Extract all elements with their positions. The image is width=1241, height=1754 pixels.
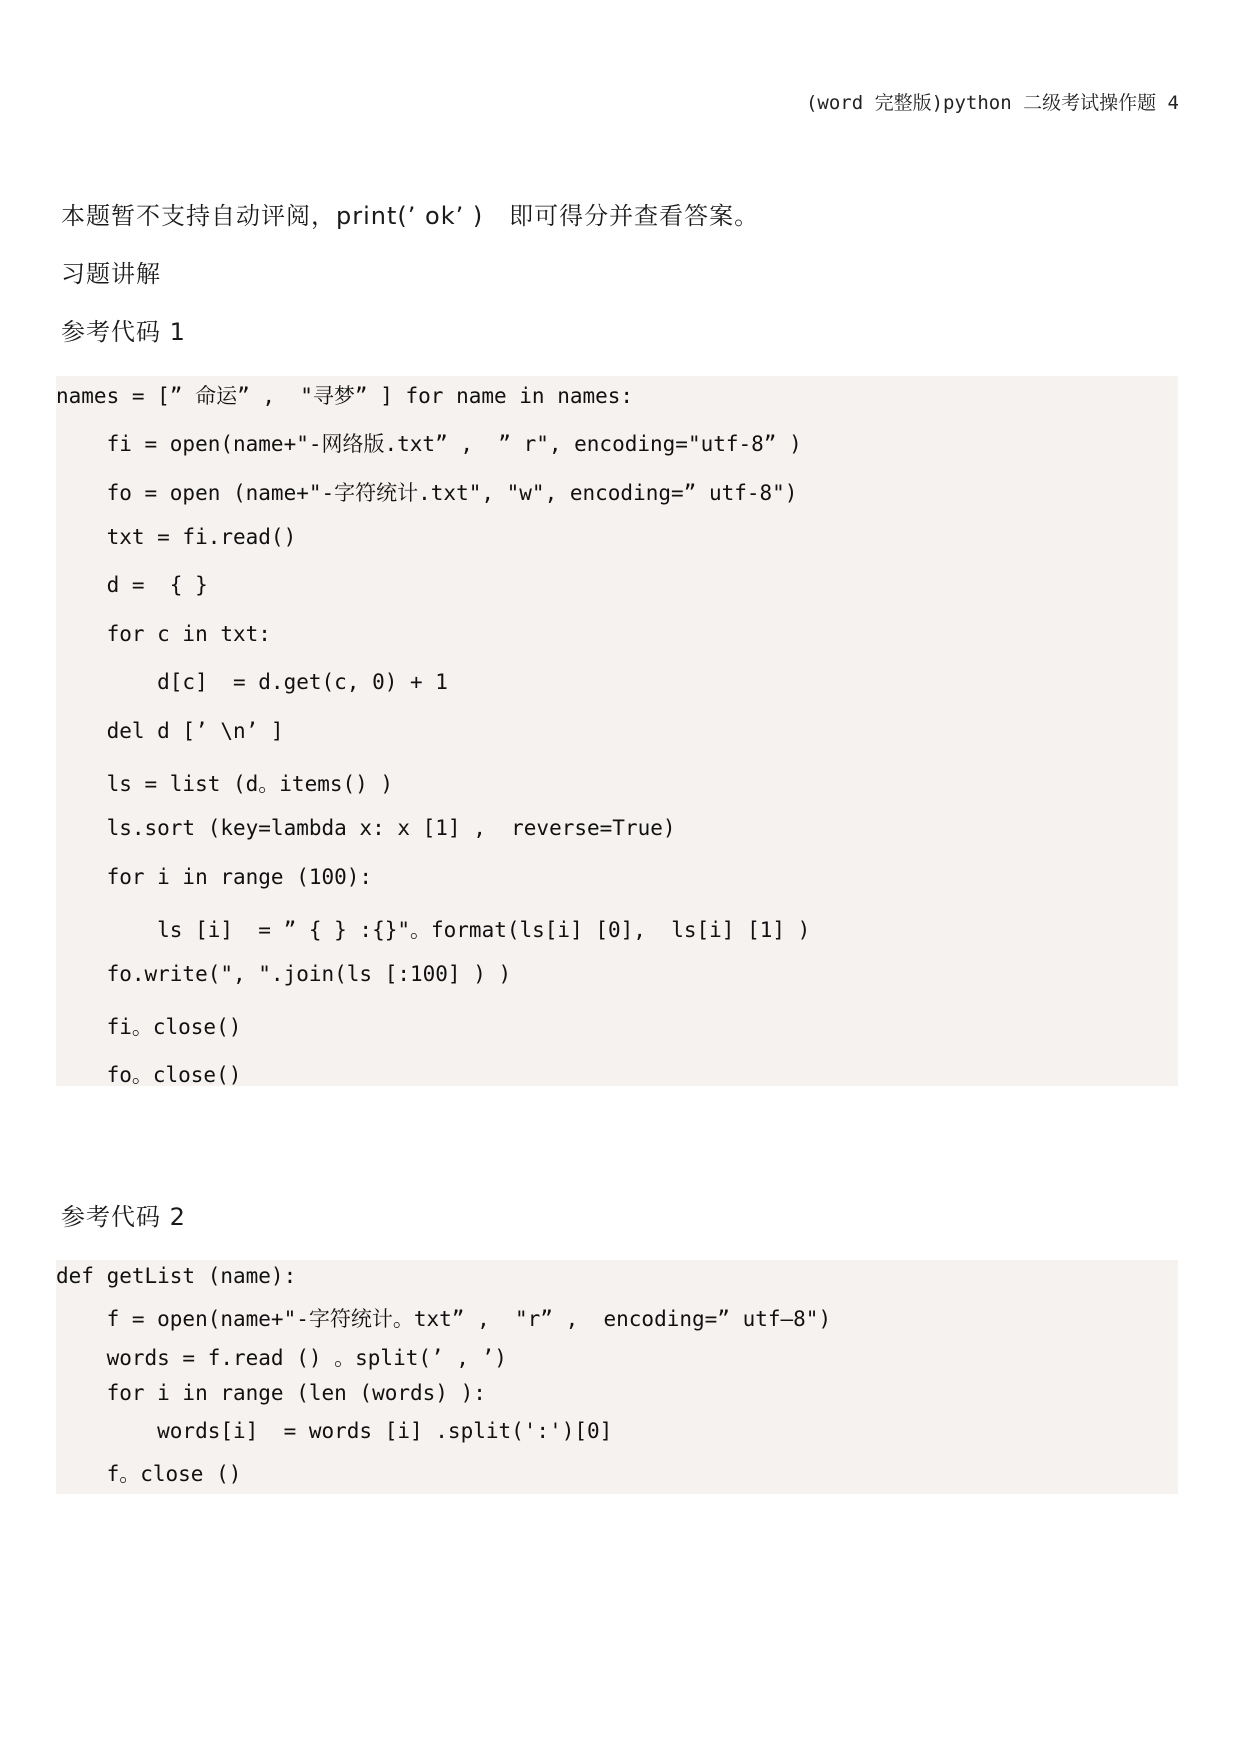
code-line: fi = open(name+"-网络版.txt” , ” r", encoding="utf-8” ) <box>56 432 802 456</box>
code-line: fi。close() <box>56 1015 242 1039</box>
code-line: for i in range (100): <box>56 865 373 889</box>
code-line: d[c] = d.get(c, 0) + 1 <box>56 670 448 694</box>
code-block-2 <box>56 1260 1178 1494</box>
code-block-1 <box>56 376 1178 1086</box>
section-title: 习题讲解 <box>61 260 161 288</box>
code-line: fo。close() <box>56 1063 242 1087</box>
code-line: ls [i] = ” { } :{}"。format(ls[i] [0], ls[i] [1] ) <box>56 918 811 942</box>
code-line: ls.sort (key=lambda x: x [1] , reverse=True) <box>56 816 676 840</box>
reference-code-2-title: 参考代码 2 <box>61 1203 186 1231</box>
code-line: del d [’ \n’ ] <box>56 719 284 743</box>
page-header: (word 完整版)python 二级考试操作题 4 <box>805 92 1179 114</box>
code-line: names = [” 命运” , "寻梦” ] for name in names: <box>56 384 634 408</box>
code-line: f = open(name+"-字符统计。txt” , "r” , encoding=” utf—8") <box>56 1307 832 1331</box>
code-line: def getList (name): <box>56 1264 297 1288</box>
code-line: fo = open (name+"-字符统计.txt", "w", encoding=” utf-8") <box>56 481 798 505</box>
code-line: for i in range (len (words) ): <box>56 1381 486 1405</box>
code-line: fo.write(", ".join(ls [:100] ) ) <box>56 962 512 986</box>
notice-text: 本题暂不支持自动评阅，print(’ ok’ ) 即可得分并查看答案。 <box>61 202 760 230</box>
code-line: words[i] = words [i] .split(':')[0] <box>56 1419 613 1443</box>
code-line: words = f.read () 。split(’ , ’) <box>56 1346 507 1370</box>
code-line: d = { } <box>56 573 208 597</box>
code-line: for c in txt: <box>56 622 271 646</box>
code-line: txt = fi.read() <box>56 525 297 549</box>
reference-code-1-title: 参考代码 1 <box>61 318 186 346</box>
code-line: f。close () <box>56 1462 242 1486</box>
code-line: ls = list (d。items() ) <box>56 772 394 796</box>
